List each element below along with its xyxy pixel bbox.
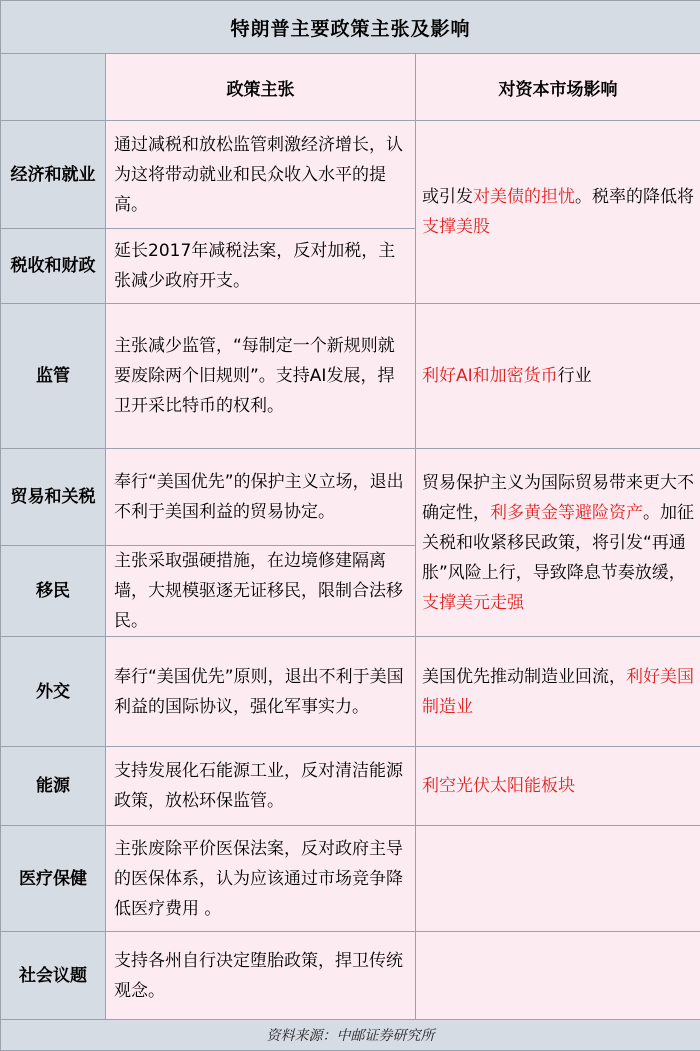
row-category: 税收和财政 <box>1 229 106 304</box>
header-row <box>1 54 700 121</box>
row-policy: 主张废除平价医保法案，反对政府主导的医保体系，认为应该通过市场竞争降低医疗费用 。 <box>106 826 416 932</box>
row-policy: 通过减税和放松监管刺激经济增长，认为这将带动就业和民众收入水平的提高。 <box>106 121 416 229</box>
row-policy: 主张采取强硬措施，在边境修建隔离墙，大规模驱逐无证移民，限制合法移民。 <box>106 546 416 637</box>
table-row <box>1 304 700 449</box>
policy-header: 政策主张 <box>106 54 416 121</box>
table-row <box>1 932 700 1020</box>
table-row <box>1 637 700 747</box>
impact-text: 。税率的降低将 <box>575 187 694 207</box>
table-row <box>1 747 700 826</box>
impact-text: 贸易保护主义为国际贸易带来更大不确定性， <box>422 473 694 523</box>
source-row <box>1 1020 700 1051</box>
row-policy: 主张减少监管，“每制定一个新规则就要废除两个旧规则”。支持AI发展，捍卫开采比特币的权利。 <box>106 304 416 449</box>
row-policy: 奉行“美国优先”原则，退出不利于美国利益的国际协议，强化军事实力。 <box>106 637 416 747</box>
impact-empty <box>416 932 700 1020</box>
row-category: 贸易和关税 <box>1 449 106 546</box>
row-category: 移民 <box>1 546 106 637</box>
impact-highlight: 利好美国制造业 <box>422 667 694 717</box>
impact-text: 。加征关税和收紧移民政策，将引发“再通胀”风险上行，导致降息节奏放缓， <box>422 503 694 583</box>
impact-text: 行业 <box>558 366 592 386</box>
row-category: 社会议题 <box>1 932 106 1020</box>
impact-highlight: 支撑美股 <box>422 217 490 237</box>
row-policy: 延长2017年减税法案，反对加税，主张减少政府开支。 <box>106 229 416 304</box>
impact-empty <box>416 826 700 932</box>
impact-energy <box>416 747 700 826</box>
impact-highlight: 对美债的担忧 <box>473 187 575 207</box>
row-category: 医疗保健 <box>1 826 106 932</box>
impact-text: 或引发 <box>422 187 473 207</box>
corner-cell <box>1 54 106 121</box>
impact-trade-immigration <box>416 449 700 637</box>
impact-text: 美国优先推动制造业回流， <box>422 667 626 687</box>
impact-highlight: 支撑美元走强 <box>422 593 524 613</box>
impact-highlight: 利空光伏太阳能板块 <box>422 776 575 796</box>
table-row <box>1 826 700 932</box>
row-category: 能源 <box>1 747 106 826</box>
impact-highlight: 利多黄金等避险资产 <box>490 503 643 523</box>
table-title: 特朗普主要政策主张及影响 <box>1 1 700 54</box>
impact-header: 对资本市场影响 <box>416 54 700 121</box>
impact-regulation <box>416 304 700 449</box>
impact-highlight: 利好AI和加密货币 <box>422 366 558 386</box>
impact-economy-tax <box>416 121 700 304</box>
row-category: 外交 <box>1 637 106 747</box>
row-policy: 支持发展化石能源工业，反对清洁能源政策，放松环保监管。 <box>106 747 416 826</box>
source-note: 资料来源：中邮证券研究所 <box>1 1020 700 1051</box>
row-policy: 支持各州自行决定堕胎政策，捍卫传统观念。 <box>106 932 416 1020</box>
row-category: 监管 <box>1 304 106 449</box>
row-policy: 奉行“美国优先”的保护主义立场，退出不利于美国利益的贸易协定。 <box>106 449 416 546</box>
title-row <box>1 1 700 54</box>
row-category: 经济和就业 <box>1 121 106 229</box>
table-row <box>1 449 700 546</box>
table-row <box>1 121 700 229</box>
impact-diplomacy <box>416 637 700 747</box>
